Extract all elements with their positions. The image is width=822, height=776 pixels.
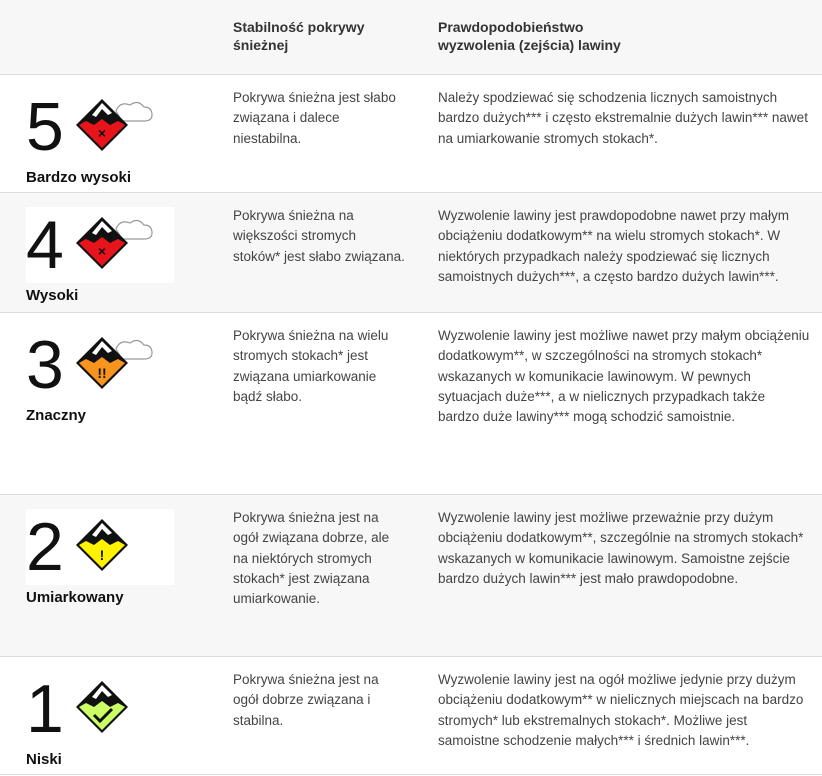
svg-text:×: × [97,243,107,259]
level-name: Wysoki [26,287,79,304]
table-row-level-1 [0,657,822,775]
header-cell-level [0,0,210,74]
level-digit: 5 [26,89,64,165]
table-row-level-2 [0,495,822,657]
probability-text: Wyzwolenie lawiny jest możliwe nawet przy małym obciążeniu dodatkowym**, w szczególności na stromych stokach* wskazanych w komunikacie lawinowym. W pewnych sytuacjach duże***, a w nielicznych przypadkach także bardzo duże lawiny*** mogą schodzić samoistnie. [438,328,810,425]
stability-text: Pokrywa śnieżna na większości stromych stoków* jest słabo związana. [233,208,405,264]
stability-cell [210,313,415,494]
level-name: Bardzo wysoki [26,169,132,186]
stability-text: Pokrywa śnieżna na wielu stromych stokach* jest związana umiarkowanie bądź słabo. [233,328,389,404]
stability-text: Pokrywa śnieżna jest słabo związana i dalece niestabilna. [233,90,396,146]
table-row-level-4 [0,193,822,313]
svg-text:!: ! [99,547,105,563]
level-digit: 4 [26,207,64,283]
header-cell-stability [210,0,415,74]
avalanche-danger-3-icon [72,333,154,397]
probability-text: Należy spodziewać się schodzenia licznych samoistnych bardzo dużych*** i często ekstremalnie dużych lawin*** nawet na umiarkowanie stromych stokach*. [438,90,808,146]
level-icon-box [26,509,174,585]
stability-cell [210,193,415,312]
level-name: Niski [26,751,62,768]
svg-text:×: × [97,125,107,141]
level-icon-box [26,327,174,403]
avalanche-danger-5-icon [72,95,154,159]
level-digit: 3 [26,327,64,403]
probability-text: Wyzwolenie lawiny jest prawdopodobne nawet przy małym obciążeniu dodatkowym** na wielu stromych stokach*. W niektórych przypadkach należy spodziewać się licznych samoistnych dużych***, a często bardzo dużych lawin***. [438,208,790,284]
probability-cell [415,495,822,656]
level-cell [0,193,210,312]
level-cell [0,313,210,494]
table-row-level-3 [0,313,822,495]
table-header [0,0,822,75]
level-digit: 2 [26,509,64,585]
probability-cell [415,313,822,494]
avalanche-danger-1-icon [72,677,154,741]
avalanche-danger-2-icon [72,515,154,579]
header-stability-label: Stabilność pokrywy śnieżnej [233,19,365,53]
level-cell [0,75,210,192]
level-digit: 1 [26,671,64,747]
stability-cell [210,495,415,656]
header-cell-probability [415,0,822,74]
probability-cell [415,657,822,774]
level-name: Znaczny [26,407,87,424]
level-icon-box [26,671,174,747]
level-cell [0,657,210,774]
probability-text: Wyzwolenie lawiny jest na ogół możliwe jedynie przy dużym obciążeniu dodatkowym** w nielicznych miejscach na bardzo stromych* lub ekstremalnych stokach*. Możliwe jest samoistne schodzenie małych*** i średnich lawin***. [438,672,804,748]
level-cell [0,495,210,656]
avalanche-danger-4-icon [72,213,154,277]
probability-cell [415,75,822,192]
level-icon-box [26,207,174,283]
svg-text:!!: !! [97,365,107,381]
stability-text: Pokrywa śnieżna jest na ogół związana dobrze, ale na niektórych stromych stokach* jest związana umiarkowanie. [233,510,390,607]
level-name: Umiarkowany [26,589,124,606]
stability-text: Pokrywa śnieżna jest na ogół dobrze związana i stabilna. [233,672,379,728]
table-row-level-5 [0,75,822,193]
stability-cell [210,657,415,774]
probability-text: Wyzwolenie lawiny jest możliwe przeważnie przy dużym obciążeniu dodatkowym**, szczególnie na stromych stokach* wskazanych w komunikacie lawinowym. Samoistne zejście bardzo dużych lawin*** jest mało prawdopodobne. [438,510,804,586]
level-icon-box [26,89,174,165]
probability-cell [415,193,822,312]
header-probability-label: Prawdopodobieństwo wyzwolenia (zejścia) lawiny [438,19,621,53]
stability-cell [210,75,415,192]
